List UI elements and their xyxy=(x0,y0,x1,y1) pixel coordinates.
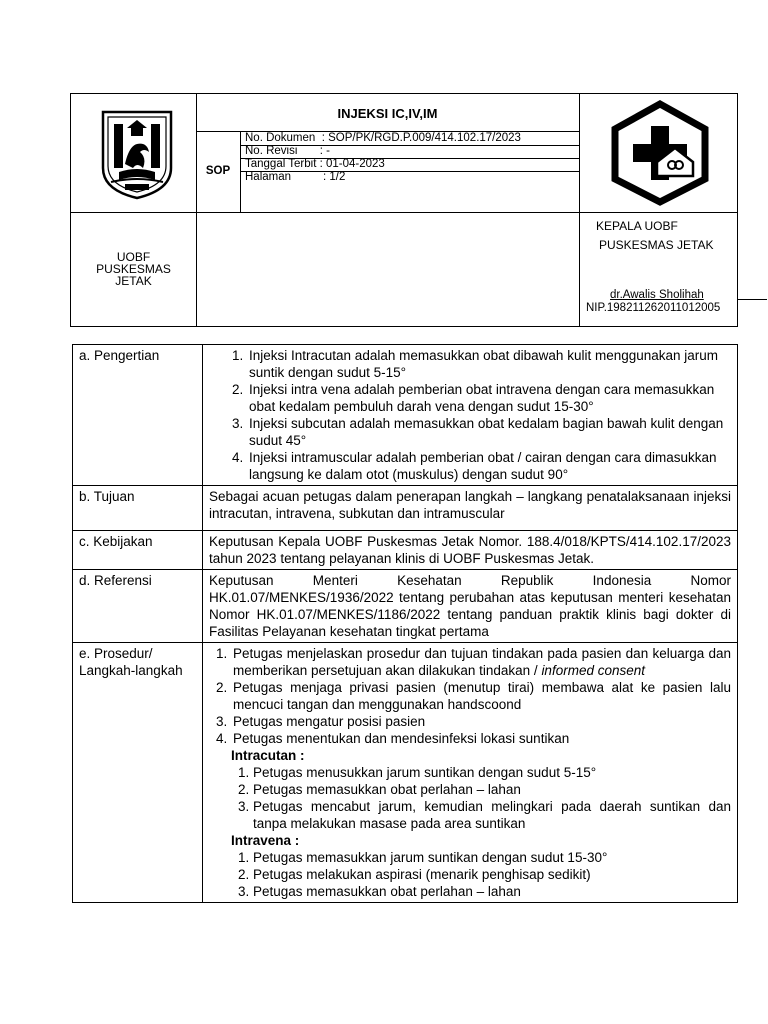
list-item: 2. Petugas menjaga privasi pasien (menutup tirai) membawa alat ke pasien lalu mencuci tangan dan menggunakan handscoond xyxy=(231,679,731,713)
list-item: 4. Injeksi intramuscular adalah pemberian obat / cairan dengan cara dimasukkan langsung ke dalam otot (muskulus) dengan sudut 90° xyxy=(247,449,731,483)
list-item: 2. Petugas melakukan aspirasi (menarik penghisap sedikit) xyxy=(253,866,731,883)
sop-content-table xyxy=(72,344,738,903)
row-referensi xyxy=(73,570,738,643)
regional-emblem-logo xyxy=(97,106,177,202)
doc-page: Halaman : 1/2 xyxy=(245,171,346,183)
label-prosedur: e. Prosedur/ Langkah-langkah xyxy=(73,643,203,903)
list-item: 1. Injeksi Intracutan adalah memasukkan obat dibawah kulit menggunakan jarum suntik dengan sudut 5-15° xyxy=(247,347,731,381)
list-item xyxy=(231,645,731,679)
list-item: 2. Injeksi intra vena adalah pemberian obat intravena dengan cara memasukkan obat kedalam pembuluh darah vena dengan sudut 15-30° xyxy=(247,381,731,415)
signer-name: dr.Awalis Sholihah xyxy=(610,289,704,301)
signer-nip: NIP.198211262011012005 xyxy=(586,302,721,314)
content-referensi: Keputusan Menteri Kesehatan Republik Indonesia Nomor HK.01.07/MENKES/1936/2022 tentang perubahan atas keputusan menteri kesehatan Nomor HK.01.07/MENKES/1186/2022 tentang panduan praktik klinis bagi dokter di Fasilitas Pelayanan kesehatan tingkat pertama xyxy=(203,570,738,643)
list-item: 2. Petugas memasukkan obat perlahan – lahan xyxy=(253,781,731,798)
org-line-1: UOBF xyxy=(116,250,151,264)
label-tujuan: b. Tujuan xyxy=(73,486,203,531)
document-title: INJEKSI IC,IV,IM xyxy=(337,106,438,121)
content-pengertian xyxy=(203,345,738,486)
header-table xyxy=(70,93,738,327)
doc-issue-date: Tanggal Terbit : 01-04-2023 xyxy=(245,158,385,170)
org-line-2: PUSKESMAS xyxy=(96,262,171,276)
list-item: 3. Petugas mengatur posisi pasien xyxy=(231,713,731,730)
signer-title-2: PUSKESMAS JETAK xyxy=(599,238,714,252)
content-prosedur xyxy=(203,643,738,903)
list-item: 3. Petugas memasukkan obat perlahan – lahan xyxy=(253,883,731,900)
list-item: 3. Injeksi subcutan adalah memasukkan obat kedalam bagian bawah kulit dengan sudut 45° xyxy=(247,415,731,449)
signer-title-1: KEPALA UOBF xyxy=(596,219,678,233)
org-line-3: JETAK xyxy=(115,274,152,288)
puskesmas-logo xyxy=(609,100,711,206)
list-item: 1. Petugas memasukkan jarum suntikan dengan sudut 15-30° xyxy=(253,849,731,866)
row-prosedur xyxy=(73,643,738,903)
list-item: 3. Petugas mencabut jarum, kemudian melingkari pada daerah suntikan dan tanpa melakukan masase pada area suntikan xyxy=(253,798,731,832)
label-referensi: d. Referensi xyxy=(73,570,203,643)
row-pengertian xyxy=(73,345,738,486)
doc-number: No. Dokumen : SOP/PK/RGD.P.009/414.102.17/2023 xyxy=(245,132,521,144)
row-tujuan xyxy=(73,486,738,531)
intravena-heading: Intravena : xyxy=(231,833,300,848)
content-tujuan: Sebagai acuan petugas dalam penerapan langkah – langkang penatalaksanaan injeksi intracutan, intravena, subkutan dan intramuscular xyxy=(203,486,738,531)
label-pengertian: a. Pengertian xyxy=(73,345,203,486)
list-item: 1. Petugas menusukkan jarum suntikan dengan sudut 5-15° xyxy=(253,764,731,781)
row-kebijakan xyxy=(73,531,738,570)
doc-revision: No. Revisi : - xyxy=(245,145,330,157)
step-text: Petugas menjelaskan prosedur dan tujuan tindakan pada pasien dan keluarga dan memberikan persetujuan akan dilakukan tindakan / xyxy=(233,646,731,678)
intracutan-heading: Intracutan : xyxy=(231,748,305,763)
signature-line-extension xyxy=(737,299,767,300)
step-text-italic: informed consent xyxy=(541,663,645,678)
sop-label: SOP xyxy=(205,165,231,177)
organization-name xyxy=(71,251,196,287)
label-kebijakan: c. Kebijakan xyxy=(73,531,203,570)
content-kebijakan: Keputusan Kepala UOBF Puskesmas Jetak Nomor. 188.4/018/KPTS/414.102.17/2023 tahun 2023 tentang pelayanan klinis di UOBF Puskesmas Jetak. xyxy=(203,531,738,570)
list-item: 4. Petugas menentukan dan mendesinfeksi lokasi suntikan xyxy=(231,730,731,747)
